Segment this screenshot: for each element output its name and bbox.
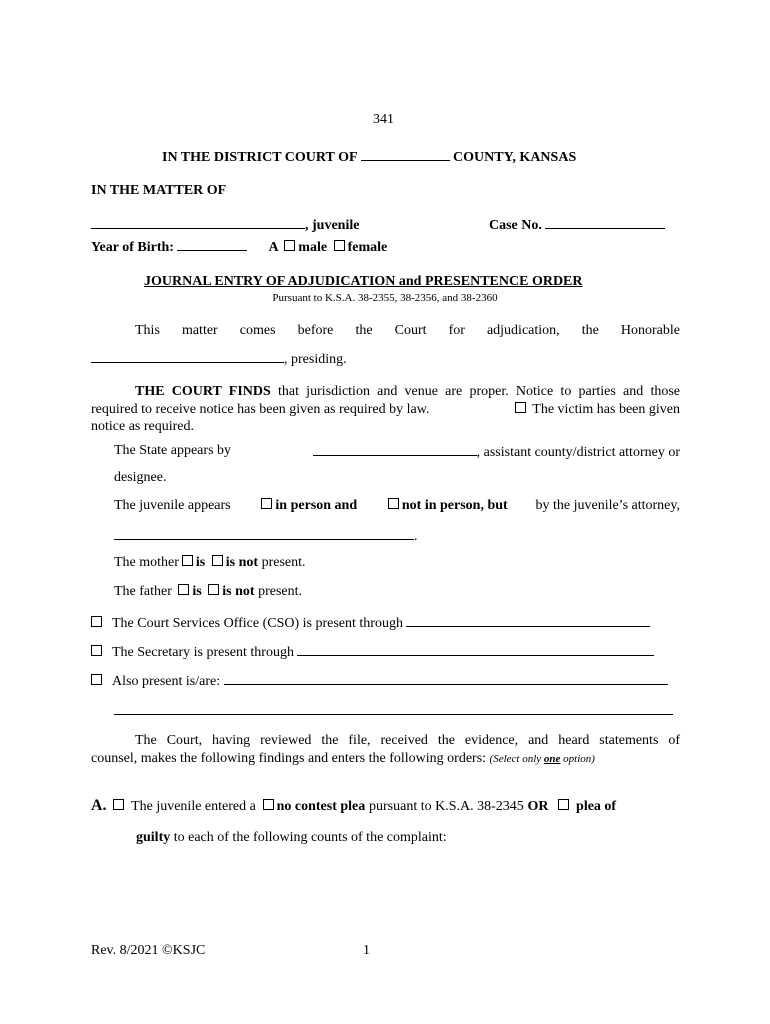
cso-blank[interactable] <box>406 614 650 627</box>
also-present-line2 <box>114 702 673 720</box>
mother-is-not-checkbox[interactable] <box>212 555 223 566</box>
secretary-blank[interactable] <box>297 643 654 656</box>
section-a-line1 <box>91 797 616 815</box>
secretary-line <box>91 643 654 661</box>
yob-label: Year of Birth: <box>91 240 174 255</box>
cso-label: The Court Services Office (CSO) is present through <box>112 616 403 631</box>
father-is-label: is <box>192 584 202 599</box>
juvenile-appears-text: The juvenile appears <box>114 498 231 513</box>
court-finds-bold: THE COURT FINDS <box>135 384 271 399</box>
statute-text: pursuant to K.S.A. 38-2345 <box>369 799 524 814</box>
attorney-text: , assistant county/district attorney or <box>476 445 680 460</box>
cso-checkbox[interactable] <box>91 616 102 627</box>
in-person-checkbox[interactable] <box>261 498 272 509</box>
juvenile-appears-line <box>114 498 680 514</box>
court-finds-line2 <box>91 402 680 418</box>
section-a-checkbox[interactable] <box>113 799 124 810</box>
juvenile-line <box>91 216 359 234</box>
select-note <box>490 753 595 765</box>
mother-is-checkbox[interactable] <box>182 555 193 566</box>
word: adjudication, <box>486 323 560 338</box>
section-a-letter: A. <box>91 797 107 814</box>
plea-text: The juvenile entered a <box>131 799 256 814</box>
case-no-label: Case No. <box>489 218 542 233</box>
victim-notice-checkbox[interactable] <box>515 402 526 413</box>
orders-text: counsel, makes the following findings and enters the following orders: <box>91 751 487 766</box>
state-attorney-blank[interactable] <box>313 443 477 456</box>
mother-is-label: is <box>195 555 206 570</box>
in-person-label: in person and <box>275 498 358 513</box>
notice-text: required to receive notice has been given as required by law. <box>91 402 430 417</box>
reviewed-line1 <box>135 733 680 749</box>
note-text-end: option) <box>560 753 595 765</box>
footer-revision: Rev. 8/2021 ©KSJC <box>91 943 206 958</box>
judge-name-blank[interactable] <box>91 350 284 363</box>
county-blank[interactable] <box>361 148 450 161</box>
male-checkbox[interactable] <box>284 240 295 251</box>
mother-present-text: present. <box>261 555 306 570</box>
word: the <box>355 323 373 338</box>
case-no-line <box>489 216 665 234</box>
guilty-label: guilty <box>136 830 171 845</box>
not-in-person-checkbox[interactable] <box>388 498 399 509</box>
also-present-blank[interactable] <box>224 672 668 685</box>
female-label: female <box>347 240 388 255</box>
also-present-checkbox[interactable] <box>91 674 102 685</box>
case-no-blank[interactable] <box>545 216 665 229</box>
mother-label: The mother <box>114 555 179 570</box>
note-text: (Select only <box>489 753 544 765</box>
juvenile-label: , juvenile <box>305 218 360 233</box>
reviewed-text: The Court, having reviewed the file, received the evidence, and heard statements of <box>135 733 680 748</box>
word: the <box>581 323 599 338</box>
court-finds-text: that jurisdiction and venue are proper. Notice to parties and those <box>277 384 680 399</box>
word: Honorable <box>620 323 680 338</box>
father-present-text: present. <box>258 584 302 599</box>
court-prefix: IN THE DISTRICT COURT OF <box>162 150 358 165</box>
father-is-not-checkbox[interactable] <box>208 584 219 595</box>
state-appears-line <box>114 443 680 461</box>
designee-text: designee. <box>114 470 167 485</box>
page-number: 1 <box>363 943 370 958</box>
also-present-label: Also present is/are: <box>112 674 221 689</box>
female-checkbox[interactable] <box>334 240 345 251</box>
word: Court <box>394 323 427 338</box>
word: before <box>297 323 334 338</box>
father-is-not-label: is not <box>222 584 255 599</box>
court-heading <box>162 148 576 166</box>
presiding-label: , presiding. <box>284 352 347 367</box>
form-number: 341 <box>373 112 394 127</box>
mother-is-not-label: is not <box>225 555 259 570</box>
also-present-blank-2[interactable] <box>114 702 673 715</box>
victim-text: The victim has been given <box>532 402 680 417</box>
male-label: male <box>298 240 328 255</box>
reviewed-line2 <box>91 751 595 767</box>
sex-prefix: A <box>268 240 278 255</box>
court-finds-line1 <box>135 384 680 400</box>
matter-heading: IN THE MATTER OF <box>91 183 227 198</box>
juvenile-name-blank[interactable] <box>91 216 305 229</box>
secretary-checkbox[interactable] <box>91 645 102 656</box>
father-line <box>114 584 302 600</box>
or-label: OR <box>527 799 549 814</box>
yob-line <box>91 238 387 256</box>
section-a-line2 <box>136 830 447 846</box>
juvenile-attorney-blank[interactable] <box>114 527 414 540</box>
court-suffix: COUNTY, KANSAS <box>453 150 577 165</box>
yob-blank[interactable] <box>177 238 247 251</box>
word: for <box>448 323 465 338</box>
father-label: The father <box>114 584 172 599</box>
word: matter <box>181 323 218 338</box>
father-is-checkbox[interactable] <box>178 584 189 595</box>
presiding-line <box>91 350 347 368</box>
word: comes <box>239 323 276 338</box>
mother-line <box>114 555 306 571</box>
adjudication-line <box>135 323 680 339</box>
note-one: one <box>543 753 561 765</box>
secretary-label: The Secretary is present through <box>112 645 294 660</box>
also-present-line <box>91 672 668 690</box>
guilty-checkbox[interactable] <box>558 799 569 810</box>
attorney-label: by the juvenile’s attorney, <box>535 498 680 513</box>
juvenile-attorney-line <box>114 527 418 545</box>
plea-of-label: plea of <box>576 799 617 814</box>
no-contest-checkbox[interactable] <box>263 799 274 810</box>
counts-text: to each of the following counts of the complaint: <box>173 830 447 845</box>
no-contest-label: no contest plea <box>276 799 366 814</box>
cso-line <box>91 614 650 632</box>
state-text: The State appears by <box>114 443 232 458</box>
word: This <box>135 323 160 338</box>
document-title: JOURNAL ENTRY OF ADJUDICATION and PRESENTENCE ORDER <box>144 274 583 289</box>
court-finds-line3: notice as required. <box>91 419 195 434</box>
document-subtitle: Pursuant to K.S.A. 38-2355, 38-2356, and 38-2360 <box>272 292 498 304</box>
period: . <box>414 529 418 544</box>
not-in-person-label: not in person, but <box>401 498 508 513</box>
